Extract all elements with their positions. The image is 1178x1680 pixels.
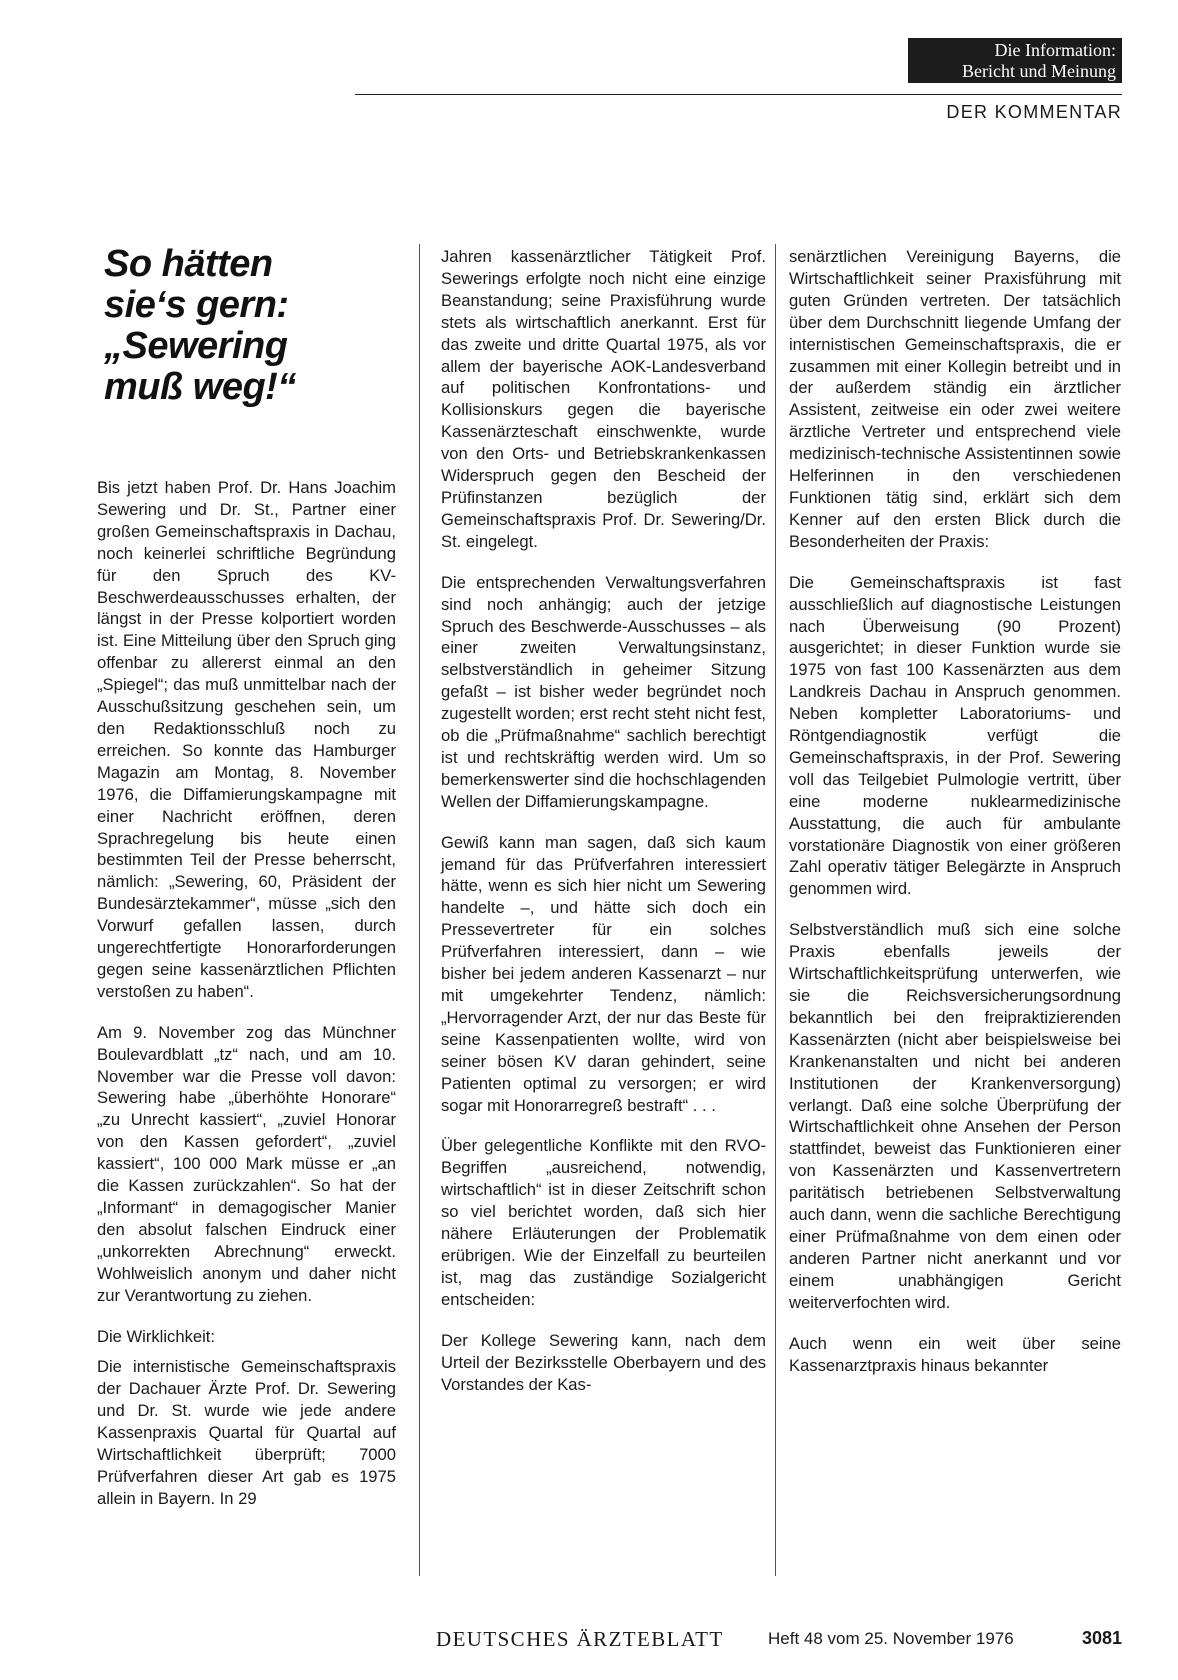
article-column-2 [441,246,766,1414]
rubric-line-1: Die Information: [994,40,1116,60]
page-footer [436,1627,1122,1651]
journal-title: DEUTSCHES ÄRZTEBLATT [436,1627,724,1651]
paragraph: Die Wirklichkeit: [97,1326,216,1346]
issue-info: Heft 48 vom 25. November 1976 [768,1629,1014,1648]
rubric-label [908,38,1122,83]
header-rule [355,94,1122,95]
paragraph: Über gelegentliche Konflikte mit den RVO-Begriffen „ausreichend, notwendig, wirtschaftlich“ ist in dieser Zeitschrift schon so viel berichtet worden, daß sich hier nähere Erläuterungen der Problematik erübrigen. Wie der Einzelfall zu beurteilen ist, mag das zuständige Sozialgericht entscheiden: [441,1136,766,1309]
paragraph: Die internistische Gemeinschaftspraxis der Dachauer Ärzte Prof. Dr. Sewering und Dr. St. wurde wie jede andere Kassenpraxis Quartal für Quartal auf Wirtschaftlichkeit überprüft; 7000 Prüfverfahren dieser Art gab es 1975 allein in Bayern. In 29 [97,1357,396,1508]
article-column-1 [97,477,396,1529]
page-number: 3081 [1081,1628,1122,1648]
paragraph: Am 9. November zog das Münchner Boulevardblatt „tz“ nach, und am 10. November war die Presse voll davon: Sewering habe „überhöhte Honorare“ „zu Unrecht kassiert“, „zuviel Honorar von den Kassen gefordert“, „zuviel kassiert“, 100 000 Mark müsse er „an die Kassen zurückzahlen“. So hat der „Informant“ in demagogischer Manier den absolut falschen Eindruck einer „unkorrekten Abrechnung“ erweckt. Wohlweislich anonym und daher nicht zur Verantwortung zu ziehen. [97,1022,396,1305]
article-headline [104,244,364,408]
paragraph: Selbstverständlich muß sich eine solche Praxis ebenfalls jeweils der Wirtschaftlichkeitsprüfung unterwerfen, wie sie die Reichsversicherungsordnung bekanntlich bei den freipraktizierenden Kassenärzten (nicht aber beispielsweise bei Krankenanstalten und nicht bei anderen Institutionen der Krankenversorgung) verlangt. Daß eine solche Überprüfung der Wirtschaftlichkeit ohne Ansehen der Person stattfindet, beweist das Funktionieren einer von Kassenärzten und Kassenvertretern paritätisch betriebenen Selbstverwaltung auch dann, wenn die sachliche Berechtigung einer Prüfmaßnahme von dem einen oder anderen Partner nicht anerkannt und vor einem unabhängigen Gericht weiterverfochten wird. [789,920,1121,1312]
paragraph: Der Kollege Sewering kann, nach dem Urteil der Bezirksstelle Oberbayern und des Vorstandes der Kas- [441,1330,766,1394]
headline-line: „Sewering [104,325,288,367]
headline-line: muß weg!“ [104,366,296,408]
rubric-line-2: Bericht und Meinung [962,61,1116,81]
paragraph: Die Gemeinschaftspraxis ist fast ausschließlich auf diagnostische Leistungen nach Überweisung (90 Prozent) ausgerichtet; in dieser Funktion wurde sie 1975 von fast 100 Kassenärzten aus dem Landkreis Dachau in Anspruch genommen. Neben kompletter Laboratoriums- und Röntgendiagnostik verfügt die Gemeinschaftspraxis, in der Prof. Sewering voll das Teilgebiet Pulmologie vertritt, über eine moderne nuklearmedizinische Ausstattung, die auch für ambulante vorstationäre Diagnostik von einer größeren Zahl operativ tätiger Belegärzte in Anspruch genommen wird. [789,572,1121,899]
section-title: DER KOMMENTAR [946,102,1122,122]
paragraph: senärztlichen Vereinigung Bayerns, die Wirtschaftlichkeit seiner Praxisführung mit guten Gründen vertreten. Der tatsächlich über dem Durchschnitt liegende Umfang der internistischen Gemeinschaftspraxis, die er zusammen mit einer Kollegin betreibt und in der außerdem ständig ein ärztlicher Assistent, zeitweise ein oder zwei weitere ärztliche Vertreter und entsprechend viele medizinisch-technische Assistentinnen sowie Helferinnen in den verschiedenen Funktionen tätig sind, erklärt sich dem Kenner auf den ersten Blick durch die Besonderheiten der Praxis: [789,247,1121,551]
headline-line: So hätten [104,243,273,285]
column-divider [419,244,420,1576]
article-column-3 [789,246,1121,1395]
paragraph: Bis jetzt haben Prof. Dr. Hans Joachim Sewering und Dr. St., Partner einer großen Gemeinschaftspraxis in Dachau, noch keinerlei schriftliche Begründung für den Spruch des KV-Beschwerdeausschusses erhalten, der längst in der Presse kolportiert worden ist. Eine Mitteilung über den Spruch ging offenbar zu allererst einmal an den „Spiegel“; das muß unmittelbar nach der Ausschußsitzung geschehen sein, um den Redaktionsschluß noch zu erreichen. So konnte das Hamburger Magazin am Montag, 8. November 1976, die Diffamierungskampagne mit einer Nachricht eröffnen, deren Sprachregelung bis heute einen bestimmten Teil der Presse beherrscht, nämlich: „Sewering, 60, Präsident der Bundesärztekammer“, müsse „sich den Vorwurf gefallen lassen, durch ungerechtfertigte Honorarforderungen gegen seine kassenärztlichen Pflichten verstoßen zu haben“. [97,478,396,1001]
paragraph: Jahren kassenärztlicher Tätigkeit Prof. Sewerings erfolgte noch nicht eine einzige Beanstandung; seine Praxisführung wurde stets als wirtschaftlich anerkannt. Erst für das zweite und dritte Quartal 1975, als vor allem der bayerische AOK-Landesverband auf politischen Konfrontations- und Kollisionskurs gegen die bayerische Kassenärzteschaft einschwenkte, wurde von den Orts- und Betriebskrankenkassen Widerspruch gegen den Bescheid der Prüfinstanzen bezüglich der Gemeinschaftspraxis Prof. Dr. Sewering/Dr. St. eingelegt. [441,247,766,551]
column-divider [775,244,776,1576]
paragraph: Die entsprechenden Verwaltungsverfahren sind noch anhängig; auch der jetzige Spruch des Beschwerde-Ausschusses – als einer zweiten Verwaltungsinstanz, selbstverständlich in geheimer Sitzung gefaßt – ist bisher weder begründet noch zugestellt worden; erst recht steht nicht fest, ob die „Prüfmaßnahme“ sachlich berechtigt ist und rechtskräftig werden wird. Um so bemerkenswerter sind die hochschlagenden Wellen der Diffamierungskampagne. [441,572,766,811]
headline-line: sie‘s gern: [104,284,289,326]
paragraph: Gewiß kann man sagen, daß sich kaum jemand für das Prüfverfahren interessiert hätte, wenn es sich hier nicht um Sewering handelte –, und hätte sich doch ein Pressevertreter für ein solches Prüfverfahren interessiert, dann – wie bisher bei jedem anderen Kassenarzt – nur mit umgekehrter Tendenz, nämlich: „Hervorragender Arzt, der nur das Beste für seine Kassenpatienten wollte, wird von seiner bösen KV daran gehindert, seine Patienten optimal zu versorgen; er wird sogar mit Honorarregreß bestraft“ . . . [441,832,766,1115]
paragraph: Auch wenn ein weit über seine Kassenarztpraxis hinaus bekannter [789,1333,1121,1375]
